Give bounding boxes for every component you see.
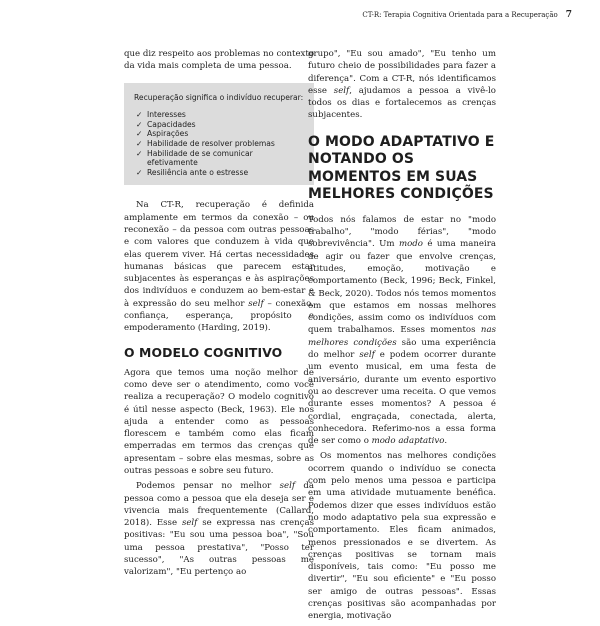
page-number: 7 <box>565 10 572 20</box>
left-column <box>124 48 314 582</box>
recovery-list <box>134 110 304 177</box>
check-icon: ✓ <box>136 138 143 148</box>
running-head <box>362 10 572 20</box>
box-title: Recuperação significa o indivíduo recuperar: <box>134 92 304 102</box>
paragraph-continuation: que diz respeito aos problemas no contexto da vida mais completa de uma pessoa. <box>124 49 314 72</box>
list-item: ✓ Interesses <box>136 110 186 120</box>
heading-cognitive-model: O MODELO COGNITIVO <box>124 344 283 360</box>
running-title: CT-R: Terapia Cognitiva Orientada para a Recuperação <box>362 11 558 19</box>
paragraph-recovery-definition: Na CT-R, recuperação é definida amplamente em termos da conexão – ou reconexão – da pessoa com outras pessoas e com valores que conduzem à vida que elas querem viver. Há certas necessidades humanas básicas que parecem estar subjacentes às esperanças e às aspirações dos indivíduos e conduzem ao bem-estar e à expressão do seu melhor self – conexão, confiança, esperança, propósito e empoderamento (Harding, 2019). <box>124 200 314 334</box>
paragraph-modes: Todos nós falamos de estar no "modo trabalho", "modo férias", "modo sobrevivência". Um modo é uma maneira de agir ou fazer que envolve crenças, atitudes, emoção, motivação e comportamento (Beck, 1996; Beck, Finkel, & Beck, 2020). Todos nós temos momentos em que estamos em nossas melhores condições, assim como os indivíduos com quem trabalhamos. Esses momentos nas melhores condições são uma experiência do melhor self e podem ocorrer durante um evento musical, em uma festa de aniversário, durante um evento esportivo ou ao descrever uma receita. O que vemos durante esses momentos? A pessoa é cordial, engraçada, conectada, alerta, conhecedora. Referimo-nos a essa forma de ser como o modo adaptativo. <box>308 214 496 447</box>
check-icon: ✓ <box>136 167 143 177</box>
list-item: ✓ Habilidade de se comunicar efetivamente <box>136 148 253 168</box>
recovery-box <box>124 83 314 186</box>
paragraph-best-moments: Os momentos nas melhores condições ocorrem quando o indivíduo se conecta com pelo menos uma pessoa e participa em uma atividade mutuamente benéfica. Podemos dizer que esses indivíduos estão no modo adaptativo pela sua expressão e comportamento. Eles ficam animados, menos pressionados e se divertem. As crenças positivas se tornam mais disponíveis, tais como: "Eu posso me divertir", "Eu sou eficiente" e "Eu posso ser amigo de outras pessoas". Essas crenças positivas são acompanhadas por energia, motivação <box>308 451 496 622</box>
list-item: ✓ Resiliência ante o estresse <box>136 167 249 177</box>
check-icon: ✓ <box>136 110 143 120</box>
list-item: ✓ Capacidades <box>136 119 196 129</box>
paragraph-best-self: Podemos pensar no melhor self da pessoa como a pessoa que ela deseja ser e vivencia mais frequentemente (Callard, 2018). Esse self se expressa nas crenças positivas: "Eu sou uma pessoa boa", "Sou uma pessoa prestativa", "Posso ter sucesso", "As outras pessoas me valorizam", "Eu pertenço ao <box>124 481 314 578</box>
check-icon: ✓ <box>136 119 143 129</box>
right-column <box>308 48 496 626</box>
check-icon: ✓ <box>136 129 143 139</box>
check-icon: ✓ <box>136 148 143 158</box>
paragraph-continuation-right: grupo", "Eu sou amado", "Eu tenho um futuro cheio de possibilidades para fazer a diferença". Com a CT-R, nós identificamos esse self, ajudamos a pessoa a vivê-lo todos os dias e fortalecemos as crenças subjacentes. <box>308 49 496 121</box>
list-item: ✓ Aspirações <box>136 129 189 139</box>
paragraph-cognitive-model: Agora que temos uma noção melhor de como deve ser o atendimento, como você realiza a recuperação? O modelo cognitivo é útil nesse aspecto (Beck, 1963). Ele nos ajuda a entender como as pessoas florescem e também como elas ficam emperradas em termos das crenças que apresentam – sobre elas mesmas, sobre as outras pessoas e sobre seu futuro. <box>124 367 314 476</box>
list-item: ✓ Habilidade de resolver problemas <box>136 138 275 148</box>
heading-adaptive-mode: O MODO ADAPTATIVO E NOTANDO OS MOMENTOS EM SUAS MELHORES CONDIÇÕES <box>308 133 495 203</box>
